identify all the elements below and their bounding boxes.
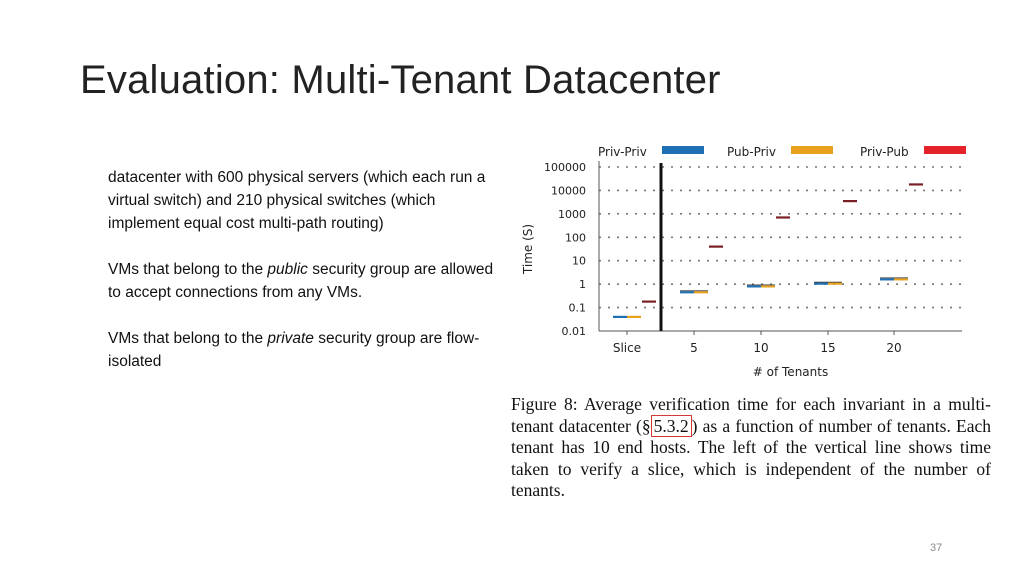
y-tick-label: 1000 — [558, 207, 586, 221]
y-tick-label: 0.1 — [568, 301, 586, 315]
text-segment: security group are allowed to accept connections from any VMs. — [108, 261, 494, 301]
text-segment: security group are flow-isolated — [108, 330, 480, 370]
page-number: 37 — [930, 542, 943, 554]
emphasis-public: public — [267, 261, 308, 278]
y-tick-label: 100 — [565, 231, 586, 245]
paragraph-datacenter: datacenter with 600 physical servers (which each run a virtual switch) and 210 physical switches (which implement equal cost multi-path routing) — [108, 169, 486, 232]
paragraph-private — [108, 327, 498, 373]
legend-swatch — [662, 146, 704, 154]
paragraph-public — [108, 258, 498, 304]
slide-title: Evaluation: Multi-Tenant Datacenter — [80, 58, 721, 102]
legend-label: Priv-Pub — [860, 145, 909, 159]
y-axis-label: Time (S) — [521, 223, 535, 275]
caption-text: Figure 8: Average verification time for each invariant in a multi-tenant datacenter (§ — [511, 394, 991, 436]
y-tick-label: 0.01 — [561, 325, 586, 338]
section-reference[interactable]: 5.3.2 — [651, 415, 692, 437]
verification-time-chart — [512, 140, 982, 390]
figure-caption — [511, 394, 991, 502]
legend-label: Pub-Priv — [727, 145, 776, 159]
text-segment: VMs that belong to the — [108, 330, 268, 347]
y-tick-label: 100000 — [544, 161, 586, 174]
x-tick-label: 20 — [886, 341, 902, 355]
x-tick-label: Slice — [612, 341, 642, 355]
y-tick-label: 10 — [572, 254, 586, 268]
legend-label: Priv-Priv — [598, 145, 647, 159]
body-text — [108, 166, 498, 396]
x-tick-label: 10 — [753, 341, 769, 355]
legend-swatch — [791, 146, 833, 154]
x-tick-label: 5 — [690, 341, 698, 355]
x-axis-label: # of Tenants — [752, 365, 829, 379]
legend-swatch — [924, 146, 966, 154]
y-tick-label: 10000 — [551, 184, 586, 198]
y-tick-label: 1 — [579, 278, 586, 292]
emphasis-private: private — [267, 330, 314, 347]
x-tick-label: 15 — [820, 341, 836, 355]
caption-text: ) as a function of number of tenants. Each tenant has 10 end hosts. The left of the vertical line shows time taken to verify a slice, which is independent of the number of tenants. — [511, 415, 991, 500]
text-segment: VMs that belong to the — [108, 261, 268, 278]
